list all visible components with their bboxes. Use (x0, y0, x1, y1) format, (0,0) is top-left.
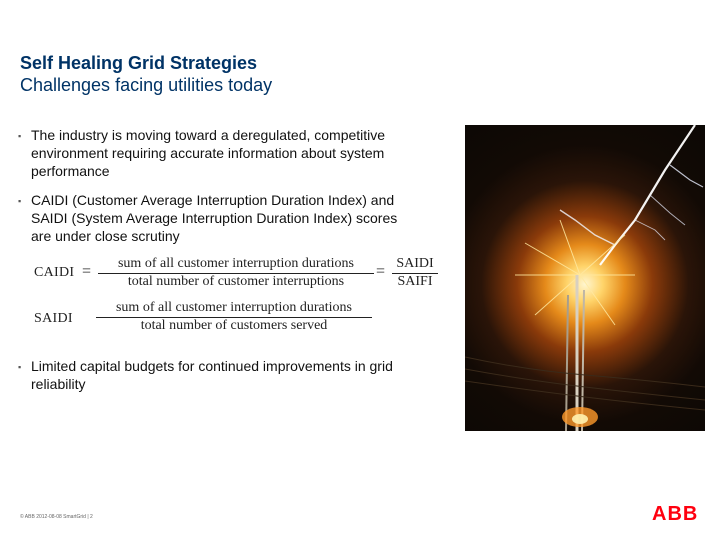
caidi-numerator: sum of all customer interruption durations (117, 256, 354, 271)
abb-logo-icon (652, 503, 706, 523)
bullet-item (18, 191, 418, 245)
reliability-formulas (34, 256, 444, 338)
footer-copyright: © ABB 2012-08-08 SmartGrid | 2 (20, 514, 93, 520)
bullet-text: Limited capital budgets for continued improvements in grid reliability (31, 358, 393, 392)
title-block (20, 52, 272, 96)
bullet-item (18, 357, 418, 393)
svg-text:ABB: ABB (652, 503, 699, 523)
caidi-denominator: total number of customer interruptions (127, 274, 345, 289)
caidi-fraction (98, 256, 374, 290)
caidi-label: CAIDI (34, 265, 75, 280)
lightning-photo-illustration (465, 125, 705, 431)
saifi-short-label: SAIFI (397, 274, 433, 289)
equals-sign: = (82, 263, 92, 280)
saidi-label: SAIDI (34, 311, 73, 326)
bullet-text: CAIDI (Customer Average Interruption Duration Index) and SAIDI (System Average Interruption Duration Index) scores are under close scrutiny (31, 192, 398, 244)
saidi-denominator: total number of customers served (140, 318, 328, 333)
saidi-numerator: sum of all customer interruption durations (115, 300, 352, 315)
bullet-item (18, 126, 418, 180)
saidi-fraction (96, 300, 372, 334)
bullet-text: The industry is moving toward a deregulated, competitive environment requiring accurate information about system performance (31, 127, 386, 179)
abb-logo (652, 503, 706, 528)
slide-title: Self Healing Grid Strategies (20, 53, 258, 73)
saidi-saifi-fraction (392, 256, 438, 290)
saidi-short-label: SAIDI (396, 256, 434, 271)
lightning-strike-photo (465, 125, 705, 431)
bullet-marker-icon: ▪ (18, 196, 22, 206)
bullet-marker-icon: ▪ (18, 131, 22, 141)
slide-subtitle: Challenges facing utilities today (20, 75, 273, 95)
bullet-marker-icon: ▪ (18, 362, 22, 372)
equals-sign: = (376, 263, 386, 280)
